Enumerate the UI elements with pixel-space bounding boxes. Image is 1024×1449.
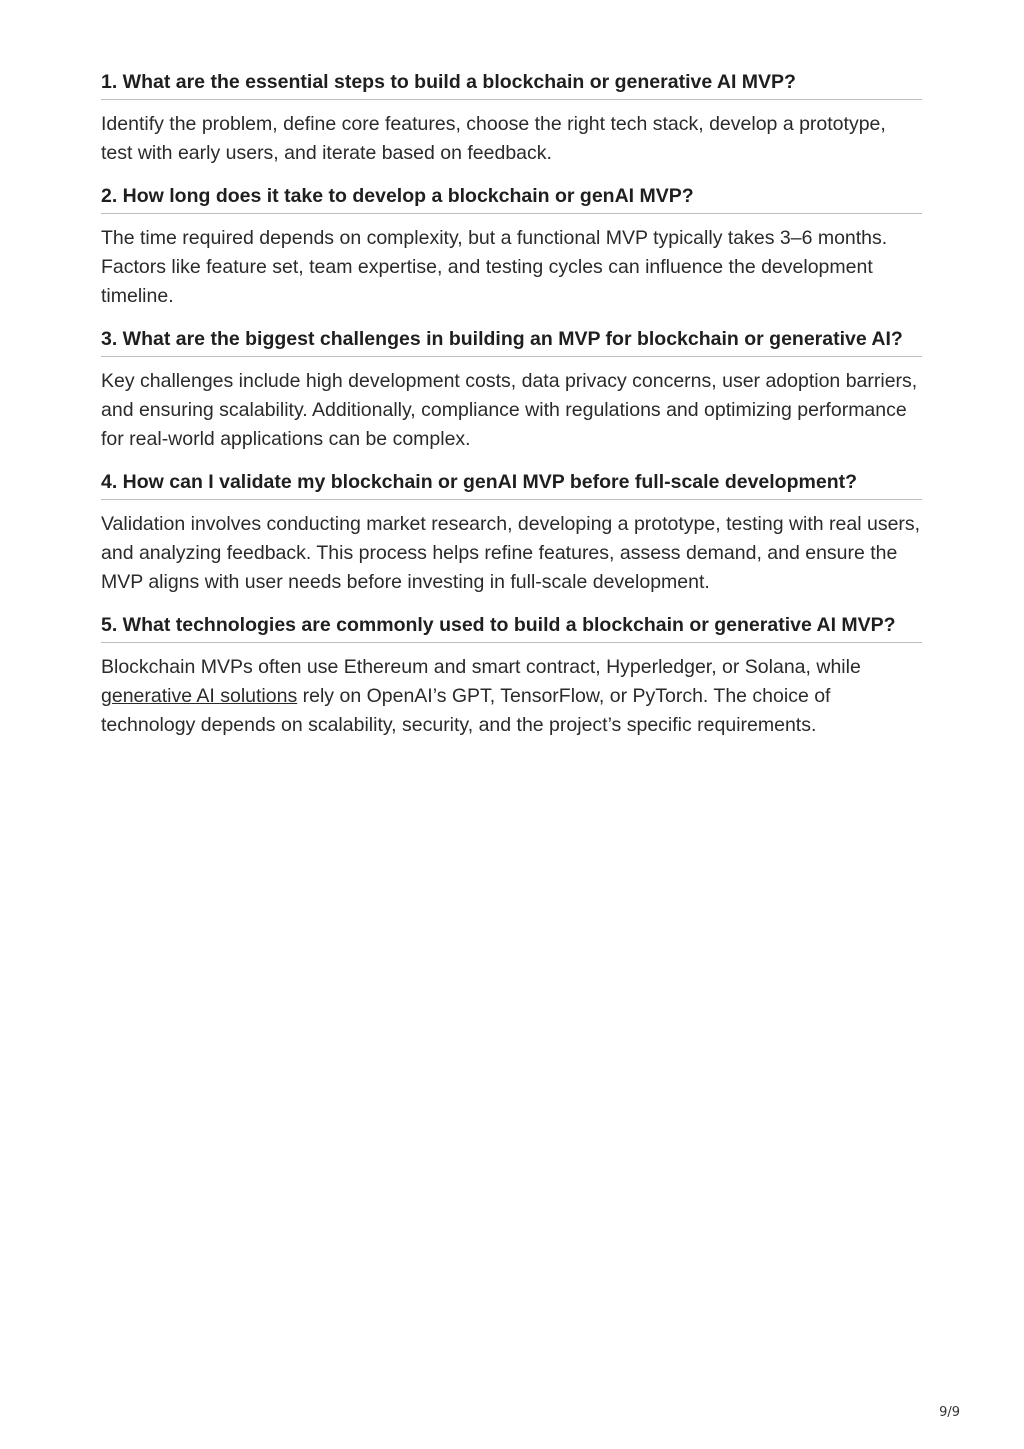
page-number: 9/9 xyxy=(939,1405,960,1420)
faq-question: 5. What technologies are commonly used to build a blockchain or generative AI MVP? xyxy=(101,613,922,643)
faq-section xyxy=(101,70,922,756)
faq-question: 3. What are the biggest challenges in building an MVP for blockchain or generative AI? xyxy=(101,327,922,357)
faq-question: 1. What are the essential steps to build a blockchain or generative AI MVP? xyxy=(101,70,922,100)
faq-item xyxy=(101,184,922,311)
faq-item xyxy=(101,470,922,597)
faq-question: 4. How can I validate my blockchain or genAI MVP before full-scale development? xyxy=(101,470,922,500)
faq-question: 2. How long does it take to develop a blockchain or genAI MVP? xyxy=(101,184,922,214)
faq-item xyxy=(101,613,922,740)
faq-answer: The time required depends on complexity, but a functional MVP typically takes 3–6 months. Factors like feature set, team expertise, and testing cycles can influence the development timeline. xyxy=(101,227,888,307)
faq-item xyxy=(101,70,922,168)
generative-ai-solutions-link[interactable]: generative AI solutions xyxy=(101,685,298,707)
faq-item xyxy=(101,327,922,454)
faq-answer: Key challenges include high development costs, data privacy concerns, user adoption barriers, and ensuring scalability. Additionally, compliance with regulations and optimizing performance for real-world applications can be complex. xyxy=(101,370,918,450)
faq-answer xyxy=(101,653,922,740)
faq-answer: Identify the problem, define core features, choose the right tech stack, develop a prototype, test with early users, and iterate based on feedback. xyxy=(101,113,886,164)
faq-answer-text: Blockchain MVPs often use Ethereum and smart contract, Hyperledger, or Solana, while xyxy=(101,656,861,678)
faq-answer-text: rely on OpenAI’s GPT, TensorFlow, or PyTorch. The choice of technology depends on scalability, security, and the project’s specific requirements. xyxy=(101,685,831,736)
faq-answer: Validation involves conducting market research, developing a prototype, testing with real users, and analyzing feedback. This process helps refine features, assess demand, and ensure the MVP aligns with user needs before investing in full-scale development. xyxy=(101,513,921,593)
